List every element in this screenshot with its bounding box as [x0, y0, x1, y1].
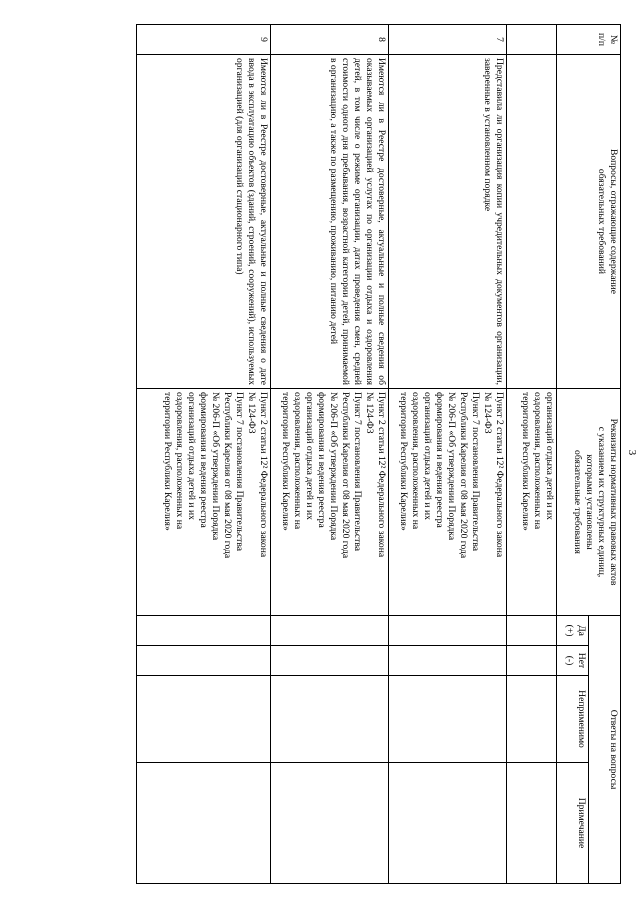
answer-na-cell[interactable] — [137, 676, 271, 763]
table-row — [271, 25, 389, 884]
answer-no-cell[interactable] — [271, 646, 389, 676]
row-num: 8 — [271, 25, 389, 55]
row-requisites: Пункт 2 статьи 12² Федерального закона № 124-ФЗ Пункт 7 постановления Правительства Республики Карелия от 08 мая 2020 года № 206-П «Об утверждении Порядка формирования и ведения реестра организаций отдыха детей и их оздоровления, расположенных на территории Республики Карелия» — [389, 389, 507, 616]
header-row — [589, 25, 621, 884]
answer-note-cell[interactable] — [137, 763, 271, 884]
header-na: Неприменимо — [557, 676, 589, 763]
table-row — [507, 25, 557, 884]
header-yes: Да (+) — [557, 616, 589, 646]
row-question: Имеются ли в Реестре достоверные, актуальные и полные сведения об оказываемых организацией услугах по организации отдыха и оздоровления детей, в том числе о режиме организации, датах проведения смен, средней стоимости одного дня пребывания, возрастной категории детей, принимаемой в организацию, а также по размещению, проживанию, питанию детей — [271, 55, 389, 389]
header-answers: Ответы на вопросы — [589, 616, 621, 884]
requirements-table — [136, 24, 621, 884]
answer-yes-cell[interactable] — [507, 616, 557, 646]
header-requisites: Реквизиты нормативных правовых актов с указанием их структурных единиц, которыми установлены обязательные требования — [557, 389, 621, 616]
row-num — [507, 25, 557, 55]
answer-na-cell[interactable] — [389, 676, 507, 763]
header-note: Примечание — [557, 763, 589, 884]
answer-na-cell[interactable] — [507, 676, 557, 763]
header-num: № п/п — [557, 25, 621, 55]
answer-na-cell[interactable] — [271, 676, 389, 763]
header-question: Вопросы, отражающие содержание обязательных требований — [557, 55, 621, 389]
answer-note-cell[interactable] — [271, 763, 389, 884]
answer-yes-cell[interactable] — [271, 616, 389, 646]
answer-no-cell[interactable] — [389, 646, 507, 676]
row-requisites: организаций отдыха детей и их оздоровления, расположенных на территории Республики Карелия» — [507, 389, 557, 616]
row-requisites: Пункт 2 статьи 12² Федерального закона № 124-ФЗ Пункт 7 постановления Правительства Республики Карелия от 08 мая 2020 года № 206-П «Об утверждении Порядка формирования и ведения реестра организаций отдыха детей и их оздоровления, расположенных на территории Республики Карелия» — [271, 389, 389, 616]
answer-no-cell[interactable] — [507, 646, 557, 676]
page-number: 3 — [626, 449, 638, 456]
row-question — [507, 55, 557, 389]
table-row — [389, 25, 507, 884]
answer-note-cell[interactable] — [507, 763, 557, 884]
answer-no-cell[interactable] — [137, 646, 271, 676]
row-num: 9 — [137, 25, 271, 55]
row-question: Представила ли организация копии учредительных документов организации, заверенные в установленном порядке — [389, 55, 507, 389]
row-question: Имеются ли в Реестре достоверные, актуальные и полные сведения о дате ввода в эксплуатацию объектов (зданий, строений, сооружений), используемых организацией (для организаций стационарного типа) — [137, 55, 271, 389]
table-row — [137, 25, 271, 884]
answer-note-cell[interactable] — [389, 763, 507, 884]
answer-yes-cell[interactable] — [389, 616, 507, 646]
answer-yes-cell[interactable] — [137, 616, 271, 646]
row-num: 7 — [389, 25, 507, 55]
header-no: Нет (-) — [557, 646, 589, 676]
row-requisites: Пункт 2 статьи 12² Федерального закона № 124-ФЗ Пункт 7 постановления Правительства Республики Карелия от 08 мая 2020 года № 206-П «Об утверждении Порядка формирования и ведения реестра организаций отдыха детей и их оздоровления, расположенных на территории Республики Карелия» — [137, 389, 271, 616]
